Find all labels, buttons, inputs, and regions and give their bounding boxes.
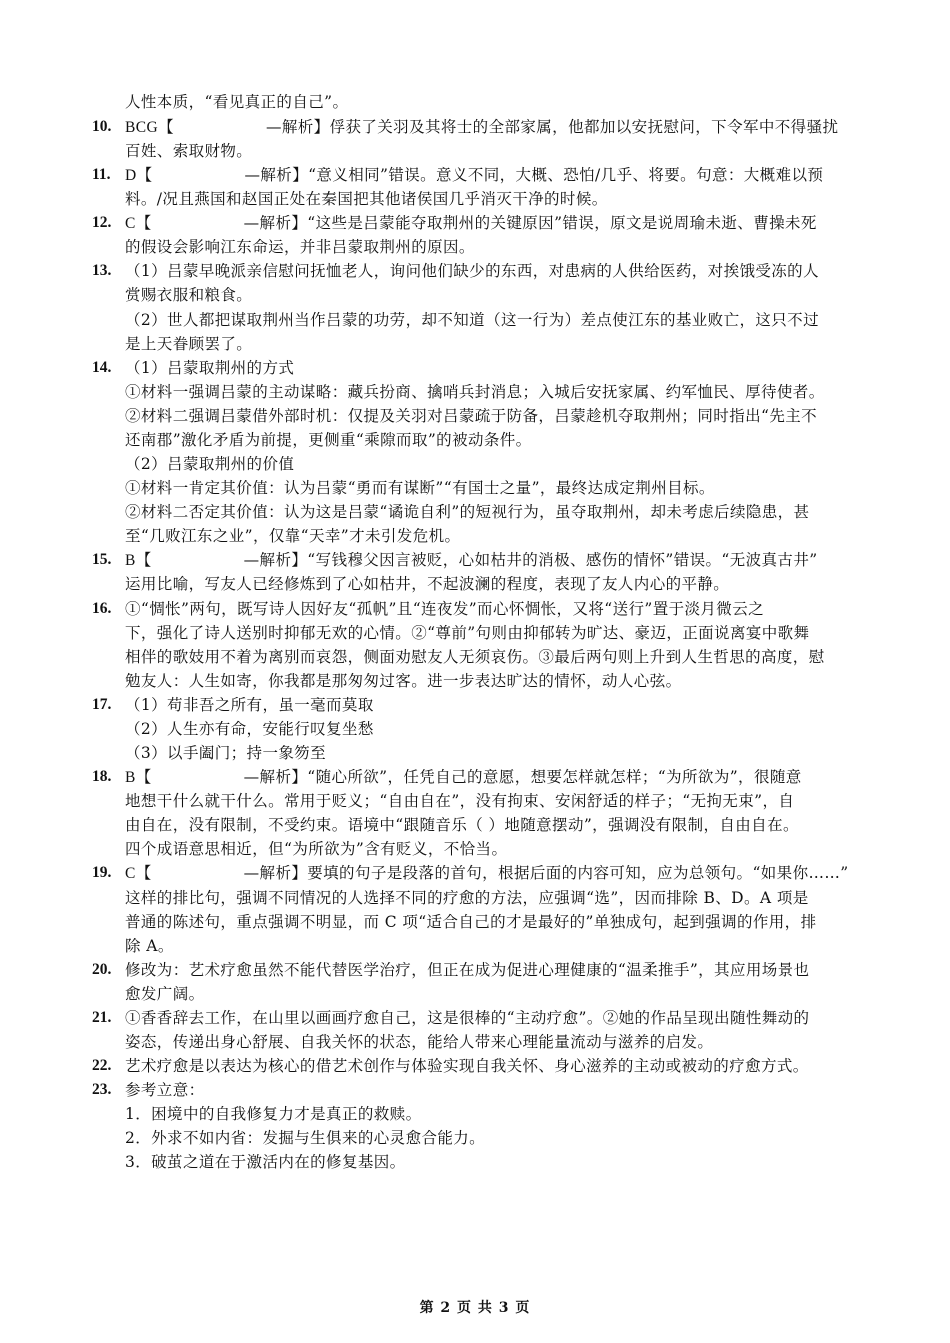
answer-line: [125, 163, 823, 188]
text-line: 还南郡”激化矛盾为前提，更侧重“乘隙而取”的被动条件。: [125, 431, 532, 449]
text-line: 参考立意：: [125, 1081, 205, 1099]
question-number: 17.: [92, 696, 112, 713]
text-line: 普通的陈述句，重点强调不明显，而 C 项“适合自己的才是最好的”单独成句，起到强调的作用，排: [125, 913, 817, 931]
analysis-text: —解析】“写钱穆父因言被贬，心如枯井的消极、感伤的情怀”错误。“无波真古井”: [243, 551, 818, 569]
text-line: 勉友人：人生如寄，你我都是那匆匆过客。进一步表达旷达的情怀，动人心弦。: [125, 672, 682, 690]
text-line: 料。/况且燕国和赵国正处在秦国把其他诸侯国几乎消灭干净的时候。: [125, 190, 608, 208]
answer-choice: B【: [125, 552, 152, 569]
page-footer: 第 2 页 共 3 页: [419, 1300, 531, 1316]
text-line: 除 A。: [125, 937, 174, 955]
answer-line: [125, 115, 838, 140]
answer-choice: C【: [125, 865, 152, 882]
analysis-text: —解析】要填的句子是段落的首句，根据后面的内容可知，应为总领句。“如果你……”: [243, 864, 849, 882]
text-line: 地想干什么就干什么。常用于贬义；“自由自在”，没有拘束、安闲舒适的样子；“无拘无束”，自: [125, 792, 795, 810]
text-line: 至“几败江东之业”，仅靠“天幸”才未引发危机。: [125, 527, 461, 545]
text-line: ①香香辞去工作，在山里以画画疗愈自己，这是很棒的“主动疗愈”。②她的作品呈现出随性舞动的: [125, 1009, 810, 1027]
analysis-text: —解析】俘获了关羽及其将士的全部家属，他都加以安抚慰问，下令军中不得骚扰: [265, 118, 839, 136]
question-number: 16.: [92, 600, 112, 617]
text-line: 修改为：艺术疗愈虽然不能代替医学治疗，但正在成为促进心理健康的“温柔推手”，其应用场景也: [125, 961, 810, 979]
text-line: ②材料二强调吕蒙借外部时机：仅提及关羽对吕蒙疏于防备，吕蒙趁机夺取荆州；同时指出“先主不: [125, 407, 818, 425]
text-line: 相伴的歌妓用不着为离别而哀怨，侧面劝慰友人无须哀伤。③最后两句则上升到人生哲思的高度，慰: [125, 648, 825, 666]
question-number: 15.: [92, 551, 112, 568]
answer-line: [125, 548, 818, 573]
answer-choice: D【: [125, 167, 153, 184]
text-line: 人性本质，“看见真正的自己”。: [125, 93, 349, 111]
text-line: ①材料一强调吕蒙的主动谋略：藏兵扮商、擒哨兵封消息；入城后安抚家属、约军恤民、厚待使者。: [125, 383, 825, 401]
text-line: （1）苟非吾之所有，虽一毫而莫取: [125, 696, 374, 714]
question-number: 19.: [92, 864, 112, 881]
text-line: ②材料二否定其价值：认为这是吕蒙“谲诡自利”的短视行为，虽夺取荆州，却未考虑后续隐患，甚: [125, 503, 810, 521]
analysis-text: —解析】“随心所欲”，任凭自己的意愿，想要怎样就怎样；“为所欲为”，很随意: [243, 768, 802, 786]
text-line: 下，强化了诗人送别时抑郁无欢的心情。②“尊前”句则由抑郁转为旷达、豪迈，正面说离宴中歌舞: [125, 624, 810, 642]
text-line: （2）世人都把谋取荆州当作吕蒙的功劳，却不知道（这一行为）差点使江东的基业败亡，这只不过: [125, 311, 819, 329]
question-number: 13.: [92, 262, 112, 279]
text-line: 愈发广阔。: [125, 985, 205, 1003]
text-line: 3．破茧之道在于激活内在的修复基因。: [125, 1153, 406, 1171]
text-line: 这样的排比句，强调不同情况的人选择不同的疗愈的方法，应强调“选”，因而排除 B、D。A 项是: [125, 889, 809, 907]
question-number: 20.: [92, 961, 112, 978]
text-line: 四个成语意思相近，但“为所欲为”含有贬义，不恰当。: [125, 840, 508, 858]
text-line: 的假设会影响江东命运，并非吕蒙取荆州的原因。: [125, 238, 475, 256]
question-number: 10.: [92, 118, 112, 135]
question-number: 11.: [92, 166, 111, 183]
text-line: 姿态，传递出身心舒展、自我关怀的状态，能给人带来心理能量流动与滋养的启发。: [125, 1033, 714, 1051]
text-line: （3）以手阖门；持一象笏至: [125, 744, 327, 762]
text-line: （1）吕蒙取荆州的方式: [125, 359, 295, 377]
answer-choice: BCG【: [125, 119, 174, 136]
question-number: 18.: [92, 768, 112, 785]
question-number: 14.: [92, 359, 112, 376]
question-number: 12.: [92, 214, 112, 231]
text-line: ①“惆怅”两句，既写诗人因好友“孤帆”且“连夜发”而心怀惆怅，又将“送行”置于淡月微云之: [125, 600, 764, 618]
text-line: 运用比喻，写友人已经修炼到了心如枯井，不起波澜的程度，表现了友人内心的平静。: [125, 575, 730, 593]
text-line: 赏赐衣服和粮食。: [125, 286, 253, 304]
text-line: （2）人生亦有命，安能行叹复坐愁: [125, 720, 374, 738]
answer-line: [125, 861, 849, 886]
text-line: 2．外求不如内省：发掘与生俱来的心灵愈合能力。: [125, 1129, 486, 1147]
analysis-text: —解析】“这些是吕蒙能夺取荆州的关键原因”错误，原文是说周瑜未逝、曹操未死: [243, 214, 817, 232]
answer-choice: C【: [125, 215, 152, 232]
text-line: （1）吕蒙早晚派亲信慰问抚恤老人，询问他们缺少的东西，对患病的人供给医药，对挨饿受冻的人: [125, 262, 819, 280]
analysis-text: —解析】“意义相同”错误。意义不同，大概、恐怕/几乎、将要。句意：大概难以预: [244, 166, 824, 184]
text-line: 艺术疗愈是以表达为核心的借艺术创作与体验实现自我关怀、身心滋养的主动或被动的疗愈方式。: [125, 1057, 809, 1075]
question-number: 22.: [92, 1057, 112, 1074]
text-line: 是上天眷顾罢了。: [125, 335, 253, 353]
question-number: 21.: [92, 1009, 112, 1026]
question-number: 23.: [92, 1081, 112, 1098]
answer-choice: B【: [125, 769, 152, 786]
answer-line: [125, 211, 817, 236]
text-line: 由自在，没有限制，不受约束。语境中“跟随音乐（ ）地随意摆动”，强调没有限制，自由自在。: [125, 816, 799, 834]
text-line: 1．困境中的自我修复力才是真正的救赎。: [125, 1105, 422, 1123]
text-line: 百姓、索取财物。: [125, 142, 253, 160]
answer-line: [125, 765, 802, 790]
text-line: （2）吕蒙取荆州的价值: [125, 455, 295, 473]
text-line: ①材料一肯定其价值：认为吕蒙“勇而有谋断”“有国士之量”，最终达成定荆州目标。: [125, 479, 715, 497]
